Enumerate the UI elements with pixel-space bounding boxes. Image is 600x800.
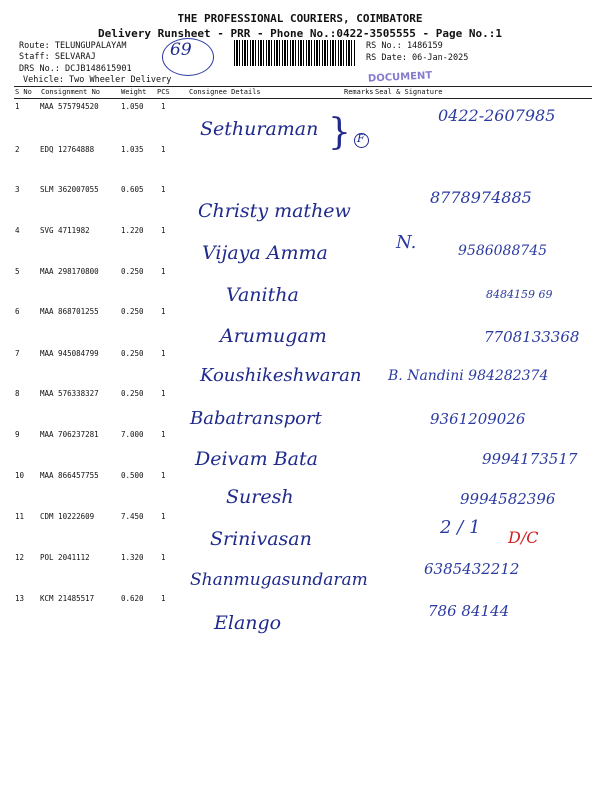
row-10-pcs: 1 [161, 471, 166, 480]
row-2-note: F [357, 132, 365, 145]
row-6-consignment: MAA 868701255 [40, 307, 99, 316]
document-stamp: DOCUMENT [367, 70, 433, 85]
row-4-consignment: SVG 4711982 [40, 226, 90, 235]
col-pcs: PCS [157, 88, 170, 96]
row-9-pcs: 1 [161, 430, 166, 439]
row-11-weight: 7.450 [121, 512, 144, 521]
row-3-consignment: SLM 362007055 [40, 185, 99, 194]
row-13-sno: 13 [15, 594, 25, 603]
row-5-sno: 5 [15, 267, 20, 276]
row-2-pcs: 1 [161, 145, 166, 154]
row-4-sno: 4 [15, 226, 20, 235]
row-12-weight: 1.320 [121, 553, 144, 562]
row-13-pcs: 1 [161, 594, 166, 603]
row-8-consignment: MAA 576338327 [40, 389, 99, 398]
row-9-consignment: MAA 706237281 [40, 430, 99, 439]
row-4-signature: 9586088745 [458, 243, 548, 259]
row-2-consignment: EDQ 12764888 [40, 145, 95, 154]
row-6-sno: 6 [15, 307, 20, 316]
row-5-consignee-handwritten: Vanitha [226, 284, 299, 306]
row-2-weight: 1.035 [121, 145, 144, 154]
col-consignee: Consignee Details [189, 88, 261, 96]
row-7-sno: 7 [15, 349, 20, 358]
row-4-consignee-handwritten: Vijaya Amma [202, 242, 328, 264]
col-weight: Weight [121, 88, 147, 96]
row-9-signature: 9994173517 [482, 450, 578, 468]
staff: Staff: SELVARAJ [19, 52, 96, 62]
rs-date: RS Date: 06-Jan-2025 [366, 53, 469, 63]
row-7-signature: B. Nandini 984282374 [388, 368, 549, 384]
row-8-signature: 9361209026 [430, 410, 526, 428]
row-12-sno: 12 [15, 553, 25, 562]
row-3-sno: 3 [15, 185, 20, 194]
row-1-consignee-handwritten: Sethuraman [200, 118, 319, 140]
row-11-pcs: 1 [161, 512, 166, 521]
row-11-consignment: CDM 10222609 [40, 512, 95, 521]
route: Route: TELUNGUPALAYAM [19, 41, 127, 51]
company-title: THE PROFESSIONAL COURIERS, COIMBATORE [177, 12, 423, 25]
header-top-rule [14, 86, 592, 87]
row-5-weight: 0.250 [121, 267, 144, 276]
row-4-weight: 1.220 [121, 226, 144, 235]
header-bottom-rule [14, 98, 592, 99]
row-6-weight: 0.250 [121, 307, 144, 316]
row-7-weight: 0.250 [121, 349, 144, 358]
circled-number: 69 [170, 40, 192, 60]
row-9-consignee-handwritten: Deivam Bata [195, 448, 318, 470]
row-12-signature: 6385432212 [424, 560, 520, 578]
col-seal-signature: Seal & Signature [375, 88, 443, 96]
row-4-pcs: 1 [161, 226, 166, 235]
row-8-sno: 8 [15, 389, 20, 398]
row-7-consignment: MAA 945084799 [40, 349, 99, 358]
col-sno: S No [15, 88, 32, 96]
row-8-consignee-handwritten: Babatransport [190, 408, 322, 429]
row-11-signature: 2 / 1 [440, 517, 481, 538]
row-11-sno: 11 [15, 512, 25, 521]
row-13-consignee-handwritten: Elango [214, 612, 282, 634]
row-12-pcs: 1 [161, 553, 166, 562]
row-13-weight: 0.620 [121, 594, 144, 603]
brace-mark: } [328, 112, 351, 153]
row-1-consignment: MAA 575794520 [40, 102, 99, 111]
row-3-weight: 0.605 [121, 185, 144, 194]
row-10-sno: 10 [15, 471, 25, 480]
barcode-icon [234, 40, 356, 66]
row-11-red-mark: D/C [508, 528, 539, 547]
runsheet-subtitle: Delivery Runsheet - PRR - Phone No.:0422-3505555 - Page No.:1 [98, 27, 502, 40]
row-5-pcs: 1 [161, 267, 166, 276]
row-12-consignment: POL 2041112 [40, 553, 90, 562]
row-5-consignment: MAA 298170800 [40, 267, 99, 276]
row-6-signature: 7708133368 [484, 328, 580, 346]
row-1-pcs: 1 [161, 102, 166, 111]
row-8-weight: 0.250 [121, 389, 144, 398]
row-10-weight: 0.500 [121, 471, 144, 480]
row-7-pcs: 1 [161, 349, 166, 358]
row-10-signature: 9994582396 [460, 490, 556, 508]
row-9-sno: 9 [15, 430, 20, 439]
row-1-weight: 1.050 [121, 102, 144, 111]
row-13-consignment: KCM 21485517 [40, 594, 95, 603]
row-3-pcs: 1 [161, 185, 166, 194]
row-8-pcs: 1 [161, 389, 166, 398]
col-consignment: Consignment No [41, 88, 101, 96]
row-2-sno: 2 [15, 145, 20, 154]
row-4-signature-mark: N. [396, 232, 417, 253]
row-3-consignee-handwritten: Christy mathew [198, 200, 351, 222]
rs-number: RS No.: 1486159 [366, 41, 443, 51]
row-12-consignee-handwritten: Shanmugasundaram [190, 570, 368, 590]
row-3-signature: 8778974885 [430, 188, 532, 207]
drs-number: DRS No.: DCJB148615901 [19, 64, 132, 74]
row-5-signature: 8484159 69 [486, 288, 553, 301]
row-10-consignee-handwritten: Suresh [226, 486, 294, 508]
row-6-pcs: 1 [161, 307, 166, 316]
vehicle: Vehicle: Two Wheeler Delivery [23, 75, 172, 85]
row-9-weight: 7.000 [121, 430, 144, 439]
row-1-sno: 1 [15, 102, 20, 111]
row-13-signature: 786 84144 [428, 602, 510, 620]
row-7-consignee-handwritten: Koushikeshwaran [200, 365, 362, 386]
col-remarks: Remarks [344, 88, 374, 96]
row-1-signature: 0422-2607985 [438, 106, 556, 125]
row-6-consignee-handwritten: Arumugam [220, 325, 327, 347]
row-11-consignee-handwritten: Srinivasan [210, 528, 312, 550]
row-10-consignment: MAA 866457755 [40, 471, 99, 480]
